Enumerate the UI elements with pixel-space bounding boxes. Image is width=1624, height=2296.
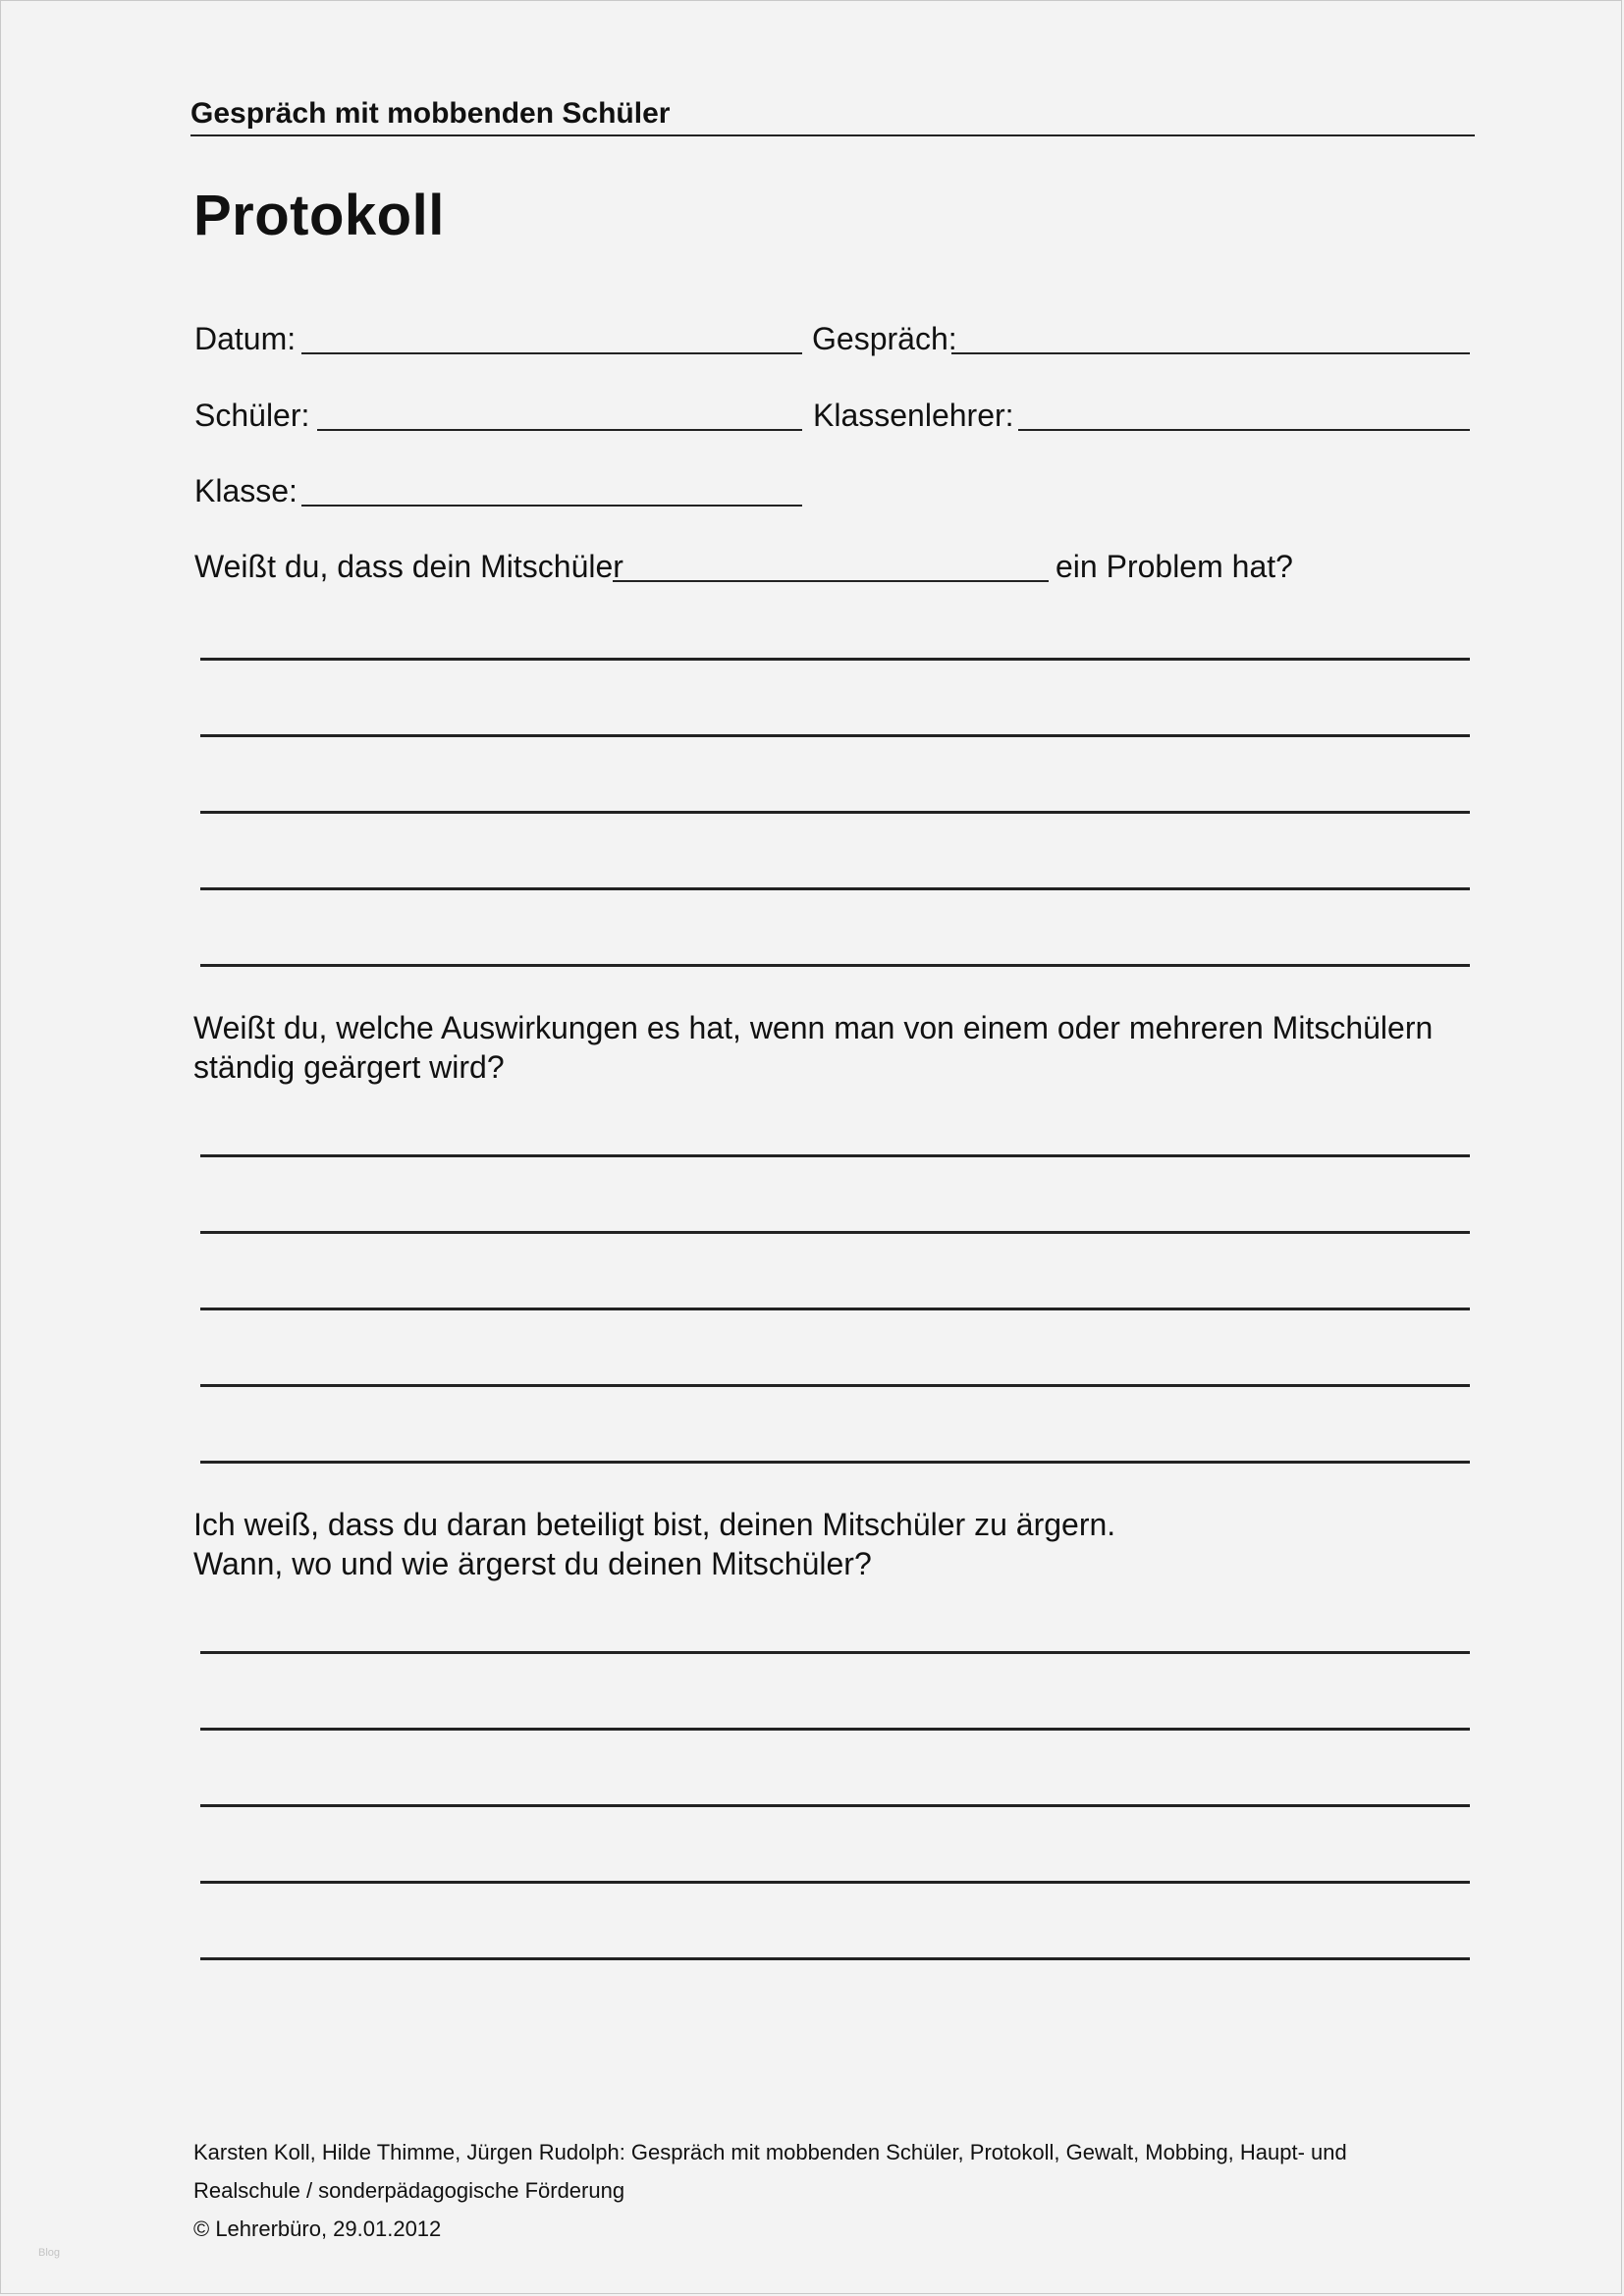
answer-line[interactable]	[200, 1957, 1470, 1960]
answer-line[interactable]	[200, 887, 1470, 890]
footer-authors: Karsten Koll, Hilde Thimme, Jürgen Rudolph: Gespräch mit mobbenden Schüler, Protokoll, Gewalt, Mobbing, Haupt- und	[193, 2140, 1347, 2164]
answer-line[interactable]	[200, 1881, 1470, 1884]
answer-line[interactable]	[200, 1308, 1470, 1310]
footer-copyright: © Lehrerbüro, 29.01.2012	[193, 2216, 442, 2241]
schueler-field[interactable]	[317, 429, 802, 431]
datum-label: Datum:	[194, 321, 297, 356]
answer-line[interactable]	[200, 811, 1470, 814]
mitschueler-name-field[interactable]	[613, 580, 1049, 582]
footer-category: Realschule / sonderpädagogische Förderung	[193, 2178, 625, 2203]
gespraech-label: Gespräch:	[812, 321, 957, 356]
watermark: Blog	[38, 2247, 61, 2259]
answer-line[interactable]	[200, 1728, 1470, 1731]
question-3-line-2: Wann, wo und wie ärgerst du deinen Mitschüler?	[193, 1546, 872, 1581]
question-2	[193, 1008, 1489, 1087]
answer-line[interactable]	[200, 734, 1470, 737]
question-2-line-2: ständig geärgert wird?	[193, 1049, 505, 1085]
gespraech-field[interactable]	[951, 352, 1470, 354]
question-3	[193, 1505, 1489, 1583]
answer-line[interactable]	[200, 1461, 1470, 1464]
document-header: Gespräch mit mobbenden Schüler	[190, 97, 1475, 136]
schueler-label: Schüler:	[194, 398, 310, 433]
footer-credits	[193, 2133, 1489, 2248]
question-2-line-1: Weißt du, welche Auswirkungen es hat, wenn man von einem oder mehreren Mitschülern	[193, 1010, 1434, 1045]
answer-line[interactable]	[200, 658, 1470, 661]
page-title: Protokoll	[193, 184, 445, 247]
answer-line[interactable]	[200, 1804, 1470, 1807]
question-1-end: ein Problem hat?	[1056, 549, 1293, 584]
klassenlehrer-field[interactable]	[1018, 429, 1470, 431]
klasse-field[interactable]	[301, 505, 802, 507]
answer-line[interactable]	[200, 1154, 1470, 1157]
answer-line[interactable]	[200, 1231, 1470, 1234]
klasse-label: Klasse:	[194, 473, 298, 508]
question-3-line-1: Ich weiß, dass du daran beteiligt bist, deinen Mitschüler zu ärgern.	[193, 1507, 1116, 1542]
datum-field[interactable]	[301, 352, 802, 354]
answer-line[interactable]	[200, 1651, 1470, 1654]
answer-line[interactable]	[200, 1384, 1470, 1387]
answer-line[interactable]	[200, 964, 1470, 967]
klassenlehrer-label: Klassenlehrer:	[813, 398, 1014, 433]
question-1-start: Weißt du, dass dein Mitschüler	[194, 549, 623, 584]
